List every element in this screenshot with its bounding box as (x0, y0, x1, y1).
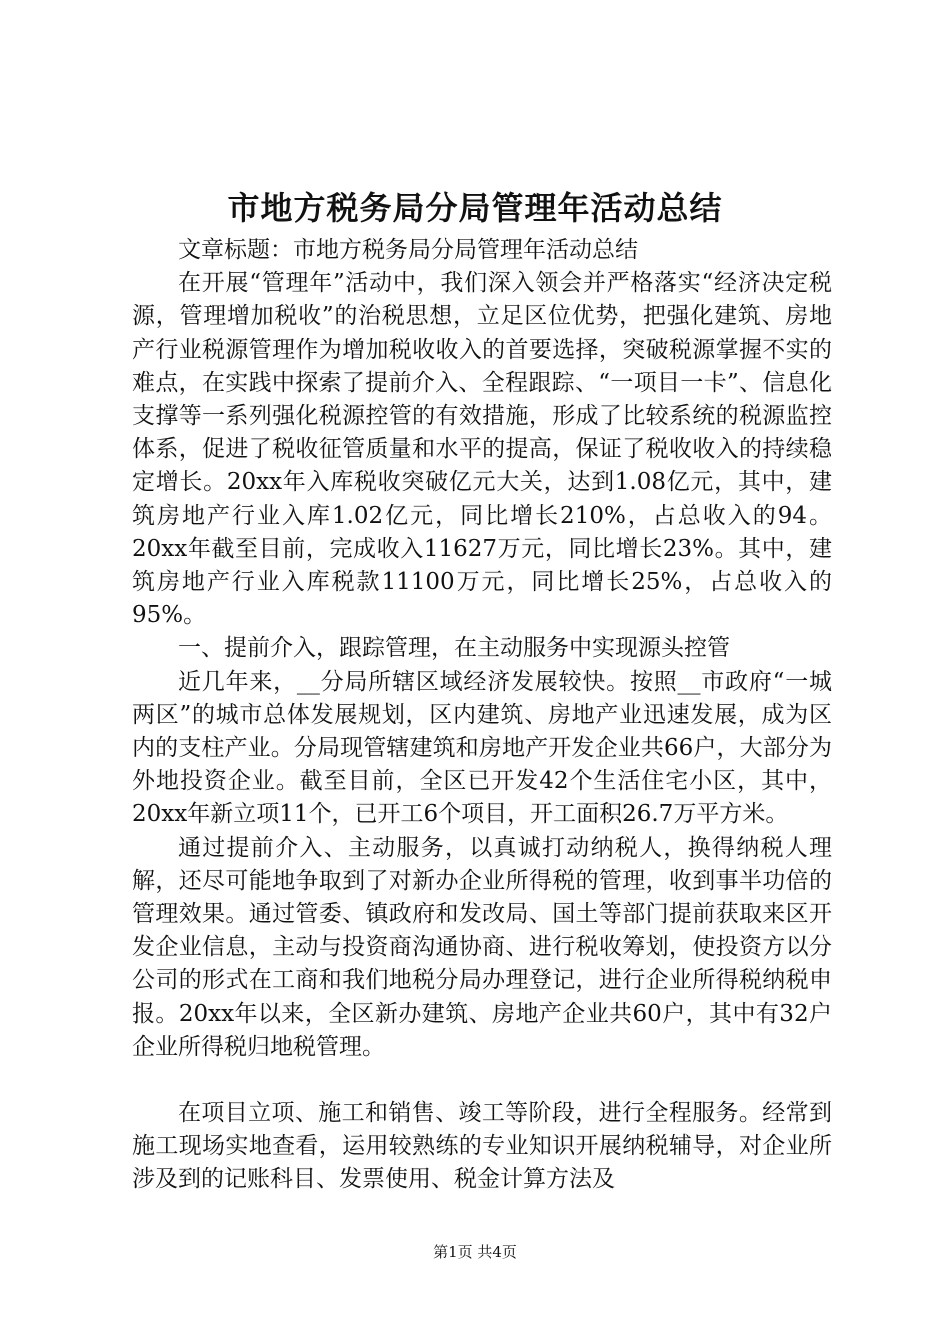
document-body (132, 234, 832, 1197)
page-footer: 第1页 共4页 (433, 1243, 517, 1261)
section-heading: 一、提前介入，跟踪管理，在主动服务中实现源头控管 (178, 635, 730, 662)
body-paragraph: 通过提前介入、主动服务，以真诚打动纳税人，换得纳税人理解，还尽可能地争取到了对新办企业所得税的管理，收到事半功倍的管理效果。通过管委、镇政府和发改局、国土等部门提前获取来区开发企业信息，主动与投资商沟通协商、进行税收筹划，使投资方以分公司的形式在工商和我们地税分局办理登记，进行企业所得税纳税申报。20xx年以来，全区新办建筑、房地产企业共60户，其中有32户企业所得税归地税管理。 (132, 834, 832, 1060)
article-title-line: 文章标题：市地方税务局分局管理年活动总结 (178, 237, 638, 263)
document-title: 市地方税务局分局管理年活动总结 (227, 189, 723, 227)
intro-paragraph: 在开展“管理年”活动中，我们深入领会并严格落实“经济决定税源，管理增加税收”的治税思想，立足区位优势，把强化建筑、房地产行业税源管理作为增加税收收入的首要选择，突破税源掌握不实的难点，在实践中探索了提前介入、全程跟踪、“一项目一卡”、信息化支撑等一系列强化税源控管的有效措施，形成了比较系统的税源监控体系，促进了税收征管质量和水平的提高，保证了税收收入的持续稳定增长。20xx年入库税收突破亿元大关，达到1.08亿元，其中，建筑房地产行业入库1.02亿元，同比增长210%，占总收入的94。20xx年截至目前，完成收入11627万元，同比增长23%。其中，建筑房地产行业入库税款11100万元，同比增长25%，占总收入的95%。 (132, 270, 832, 629)
body-paragraph: 在项目立项、施工和销售、竣工等阶段，进行全程服务。经常到施工现场实地查看，运用较熟练的专业知识开展纳税辅导，对企业所涉及到的记账科目、发票使用、税金计算方法及 (132, 1100, 832, 1193)
body-paragraph: 近几年来，__分局所辖区域经济发展较快。按照__市政府“一城两区”的城市总体发展规划，区内建筑、房地产业迅速发展，成为区内的支柱产业。分局现管辖建筑和房地产开发企业共66户，大部分为外地投资企业。截至目前，全区已开发42个生活住宅小区，其中，20xx年新立项11个，已开工6个项目，开工面积26.7万平方米。 (132, 668, 832, 828)
